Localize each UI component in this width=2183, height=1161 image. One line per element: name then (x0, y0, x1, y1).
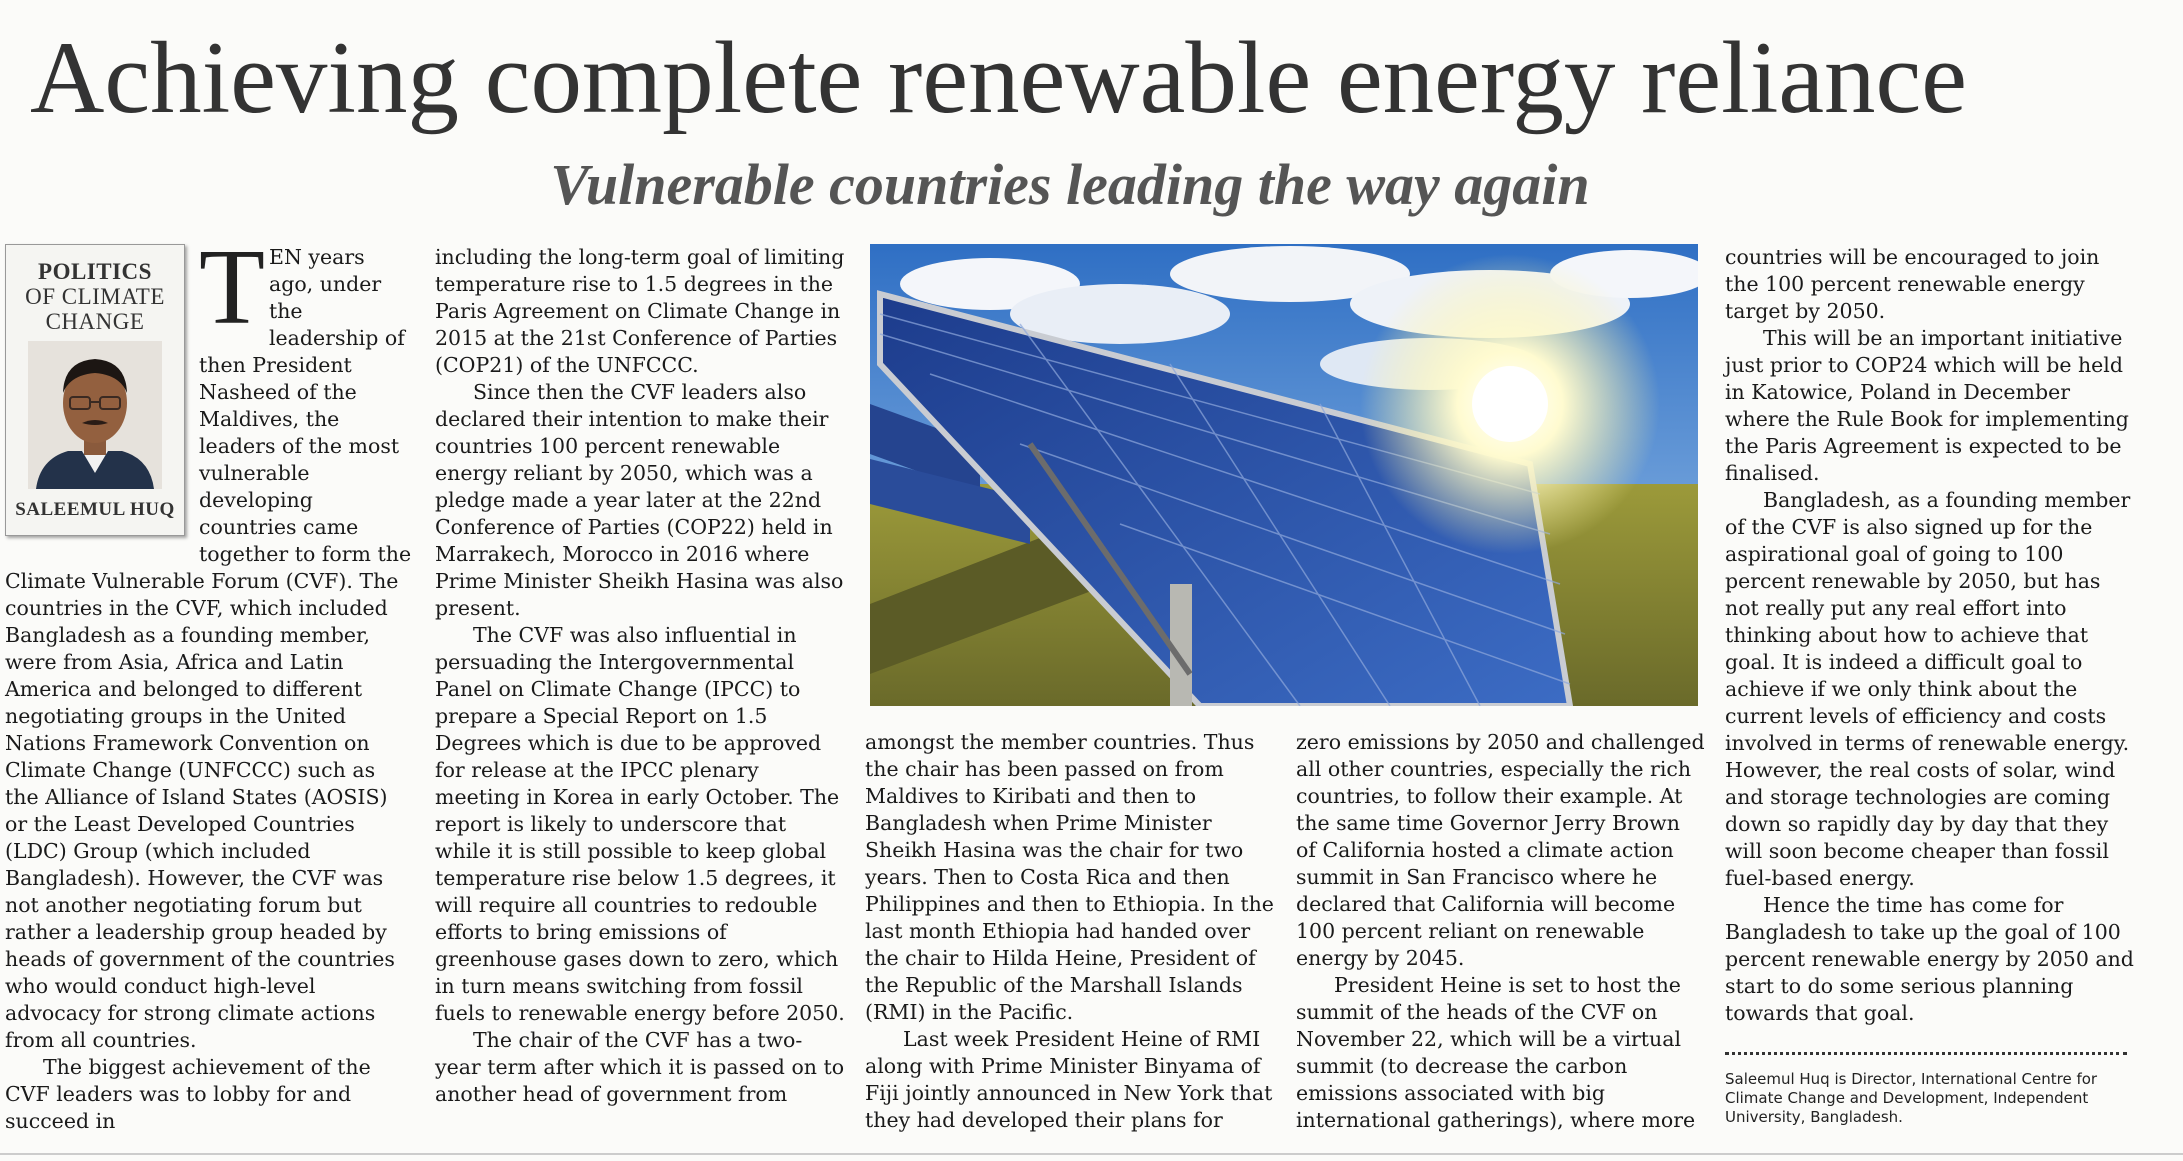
page-bottom-rule (0, 1153, 2183, 1155)
paragraph: Last week President Heine of RMI along with Prime Minister Binyama of Fiji jointly announced in New York that they had developed their plans for (865, 1027, 1273, 1132)
author-portrait (28, 341, 162, 489)
paragraph: amongst the member countries. Thus the chair has been passed on from Maldives to Kiribati and then to Bangladesh when Prime Minister Sheikh Hasina was the chair for two years. Then to Costa Rica and then Philippines and then to Ethiopia. In the last month Ethiopia had handed over the chair to Hilda Heine, President of the Republic of the Marshall Islands (RMI) in the Pacific. (865, 730, 1274, 1024)
column-label-line1: POLITICS (38, 259, 152, 284)
column-label (6, 259, 184, 334)
author-bio (1725, 1070, 2135, 1127)
headline: Achieving complete renewable energy reliance (30, 21, 1967, 135)
author-bio-text: Saleemul Huq is Director, International Centre for Climate Change and Development, Independent University, Bangladesh. (1725, 1070, 2098, 1126)
column-5 (1725, 244, 2135, 1027)
dotted-divider (1725, 1052, 2127, 1055)
paragraph-text: EN years ago, under the leadership of then President Nasheed of the Maldives, the leaders of the most vulnerable developing countries came together to form the Climate Vulnerable Forum (CVF). The countries in the CVF, which included Bangladesh as a founding member, were from Asia, Africa and Latin America and belonged to different negotiating groups in the United Nations Framework Convention on Climate Change (UNFCCC) such as the Alliance of Island States (AOSIS) or the Least Developed Countries (LDC) Group (which included Bangladesh). However, the CVF was not another negotiating forum but rather a leadership group headed by heads of government of the countries who would conduct high-level advocacy for strong climate actions from all countries. (5, 245, 412, 1052)
author-name: SALEEMUL HUQ (15, 499, 175, 520)
paragraph: zero emissions by 2050 and challenged all other countries, especially the rich countries, to follow their example. At the same time Governor Jerry Brown of California hosted a climate action summit in San Francisco where he declared that California will become 100 percent reliant on renewable energy by 2045. (1296, 730, 1705, 970)
dropcap: T (199, 228, 265, 347)
column-label-line2: OF CLIMATE (25, 284, 165, 309)
byline-box (5, 244, 185, 536)
column-1 (5, 228, 415, 1135)
paragraph: The biggest achievement of the CVF leaders was to lobby for and succeed in (5, 1055, 371, 1133)
paragraph: Hence the time has come for Bangladesh to take up the goal of 100 percent renewable energy by 2050 and start to do some serious planning towards that goal. (1725, 893, 2134, 1025)
paragraph: including the long-term goal of limiting temperature rise to 1.5 degrees in the Paris Agreement on Climate Change in 2015 at the 21st Conference of Parties (COP21) of the UNFCCC. (435, 245, 845, 377)
paragraph: Since then the CVF leaders also declared their intention to make their countries 100 percent renewable energy reliant by 2050, which was a pledge made a year later at the 22nd Conference of Parties (COP22) held in Marrakech, Morocco in 2016 where Prime Minister Sheikh Hasina was also present. (435, 380, 844, 620)
column-3 (865, 729, 1275, 1134)
paragraph: Bangladesh, as a founding member of the CVF is also signed up for the aspirational goal of going to 100 percent renewable by 2050, but has not really put any real effort into thinking about how to achieve that goal. It is indeed a difficult goal to achieve if we only think about the current levels of efficiency and costs involved in terms of renewable energy. However, the real costs of solar, wind and storage technologies are coming down so rapidly day by day that they will soon become cheaper than fossil fuel-based energy. (1725, 488, 2131, 890)
paragraph: The chair of the CVF has a two-year term after which it is passed on to another head of government from (435, 1028, 845, 1106)
column-2 (435, 244, 845, 1108)
paragraph: countries will be encouraged to join the 100 percent renewable energy target by 2050. (1725, 245, 2100, 323)
column-label-line3: CHANGE (45, 309, 145, 334)
paragraph: This will be an important initiative just prior to COP24 which will be held in Katowice, Poland in December where the Rule Book for implementing the Paris Agreement is expected to be finalised. (1725, 326, 2129, 485)
solar-panels-photo (870, 244, 1698, 706)
subheadline: Vulnerable countries leading the way again (550, 152, 1590, 217)
paragraph: The CVF was also influential in persuading the Intergovernmental Panel on Climate Change (IPCC) to prepare a Special Report on 1.5 Degrees which is due to be approved for release at the IPCC plenary meeting in Korea in early October. The report is likely to underscore that while it is still possible to keep global temperature rise below 1.5 degrees, it will require all countries to redouble efforts to bring emissions of greenhouse gases down to zero, which in turn means switching from fossil fuels to renewable energy before 2050. (435, 623, 845, 1025)
column-4 (1296, 729, 1706, 1134)
paragraph: President Heine is set to host the summit of the heads of the CVF on November 22, which will be a virtual summit (to decrease the carbon emissions associated with big international gatherings), where more (1296, 973, 1696, 1132)
